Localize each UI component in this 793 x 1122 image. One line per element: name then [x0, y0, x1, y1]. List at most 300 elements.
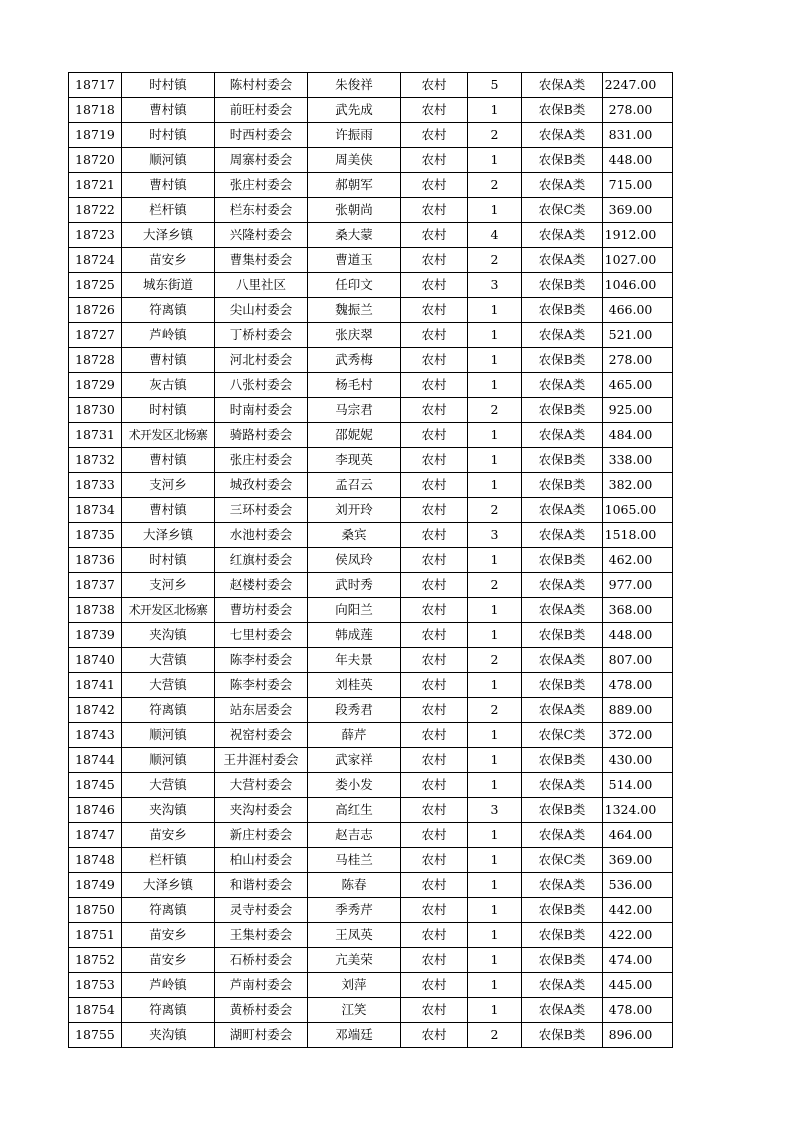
village-cell: 大营村委会 — [215, 773, 308, 798]
record-id-cell: 18722 — [69, 198, 122, 223]
town-cell: 大营镇 — [122, 773, 215, 798]
village-cell: 骑路村委会 — [215, 423, 308, 448]
category-cell: 农保A类 — [522, 998, 603, 1023]
village-cell: 七里村委会 — [215, 623, 308, 648]
town-cell: 时村镇 — [122, 398, 215, 423]
amount-cell: 278.00 — [603, 98, 673, 123]
person-name-cell: 桑宾 — [308, 523, 401, 548]
person-name-cell: 薛芹 — [308, 723, 401, 748]
household-count-cell: 1 — [468, 623, 522, 648]
residence-type-cell: 农村 — [401, 198, 468, 223]
village-cell: 柏山村委会 — [215, 848, 308, 873]
residence-type-cell: 农村 — [401, 598, 468, 623]
town-cell: 栏杆镇 — [122, 848, 215, 873]
household-count-cell: 1 — [468, 148, 522, 173]
table-row — [69, 923, 673, 948]
village-cell: 城孜村委会 — [215, 473, 308, 498]
person-name-cell: 李现英 — [308, 448, 401, 473]
category-cell: 农保A类 — [522, 173, 603, 198]
household-count-cell: 1 — [468, 773, 522, 798]
table-row — [69, 523, 673, 548]
village-cell: 陈李村委会 — [215, 648, 308, 673]
amount-cell: 1046.00 — [603, 273, 673, 298]
person-name-cell: 武秀梅 — [308, 348, 401, 373]
amount-cell: 464.00 — [603, 823, 673, 848]
town-cell: 顺河镇 — [122, 723, 215, 748]
category-cell: 农保C类 — [522, 848, 603, 873]
table-row — [69, 898, 673, 923]
person-name-cell: 桑大蒙 — [308, 223, 401, 248]
amount-cell: 807.00 — [603, 648, 673, 673]
residence-type-cell: 农村 — [401, 973, 468, 998]
village-cell: 水池村委会 — [215, 523, 308, 548]
household-count-cell: 3 — [468, 273, 522, 298]
person-name-cell: 邵妮妮 — [308, 423, 401, 448]
village-cell: 红旗村委会 — [215, 548, 308, 573]
town-cell: 时村镇 — [122, 123, 215, 148]
record-id-cell: 18732 — [69, 448, 122, 473]
residence-type-cell: 农村 — [401, 573, 468, 598]
record-id-cell: 18737 — [69, 573, 122, 598]
amount-cell: 1324.00 — [603, 798, 673, 823]
record-id-cell: 18750 — [69, 898, 122, 923]
table-row — [69, 173, 673, 198]
village-cell: 陈村村委会 — [215, 73, 308, 98]
household-count-cell: 1 — [468, 998, 522, 1023]
table-row — [69, 248, 673, 273]
village-cell: 前旺村委会 — [215, 98, 308, 123]
record-id-cell: 18747 — [69, 823, 122, 848]
person-name-cell: 陈春 — [308, 873, 401, 898]
person-name-cell: 邓端廷 — [308, 1023, 401, 1048]
town-cell: 时村镇 — [122, 73, 215, 98]
amount-cell: 369.00 — [603, 198, 673, 223]
record-id-cell: 18727 — [69, 323, 122, 348]
record-id-cell: 18723 — [69, 223, 122, 248]
person-name-cell: 马桂兰 — [308, 848, 401, 873]
village-cell: 时西村委会 — [215, 123, 308, 148]
table-row — [69, 948, 673, 973]
amount-cell: 382.00 — [603, 473, 673, 498]
town-cell: 曹村镇 — [122, 348, 215, 373]
person-name-cell: 任印文 — [308, 273, 401, 298]
village-cell: 尖山村委会 — [215, 298, 308, 323]
table-row — [69, 798, 673, 823]
category-cell: 农保B类 — [522, 673, 603, 698]
table-row — [69, 823, 673, 848]
household-count-cell: 1 — [468, 298, 522, 323]
residence-type-cell: 农村 — [401, 223, 468, 248]
amount-cell: 278.00 — [603, 348, 673, 373]
record-id-cell: 18724 — [69, 248, 122, 273]
residence-type-cell: 农村 — [401, 148, 468, 173]
village-cell: 栏东村委会 — [215, 198, 308, 223]
category-cell: 农保B类 — [522, 798, 603, 823]
household-count-cell: 2 — [468, 698, 522, 723]
person-name-cell: 娄小发 — [308, 773, 401, 798]
record-id-cell: 18735 — [69, 523, 122, 548]
amount-cell: 521.00 — [603, 323, 673, 348]
table-row — [69, 273, 673, 298]
category-cell: 农保A类 — [522, 698, 603, 723]
village-cell: 张庄村委会 — [215, 173, 308, 198]
household-count-cell: 1 — [468, 823, 522, 848]
record-id-cell: 18726 — [69, 298, 122, 323]
residence-type-cell: 农村 — [401, 348, 468, 373]
person-name-cell: 年夫景 — [308, 648, 401, 673]
person-name-cell: 张朝尚 — [308, 198, 401, 223]
village-cell: 时南村委会 — [215, 398, 308, 423]
town-cell: 符离镇 — [122, 898, 215, 923]
village-cell: 灵寺村委会 — [215, 898, 308, 923]
town-cell: 苗安乡 — [122, 248, 215, 273]
table-row — [69, 548, 673, 573]
town-cell: 苗安乡 — [122, 948, 215, 973]
record-id-cell: 18731 — [69, 423, 122, 448]
residence-type-cell: 农村 — [401, 473, 468, 498]
table-row — [69, 398, 673, 423]
village-cell: 八张村委会 — [215, 373, 308, 398]
record-id-cell: 18751 — [69, 923, 122, 948]
amount-cell: 474.00 — [603, 948, 673, 973]
town-cell: 符离镇 — [122, 298, 215, 323]
table-row — [69, 498, 673, 523]
amount-cell: 1027.00 — [603, 248, 673, 273]
amount-cell: 1912.00 — [603, 223, 673, 248]
town-cell: 大营镇 — [122, 673, 215, 698]
town-cell: 芦岭镇 — [122, 323, 215, 348]
person-name-cell: 杨毛村 — [308, 373, 401, 398]
residence-type-cell: 农村 — [401, 248, 468, 273]
table-row — [69, 223, 673, 248]
residence-type-cell: 农村 — [401, 873, 468, 898]
amount-cell: 925.00 — [603, 398, 673, 423]
amount-cell: 478.00 — [603, 998, 673, 1023]
person-name-cell: 江笑 — [308, 998, 401, 1023]
table-row — [69, 1023, 673, 1048]
person-name-cell: 韩成莲 — [308, 623, 401, 648]
category-cell: 农保A类 — [522, 773, 603, 798]
village-cell: 曹坊村委会 — [215, 598, 308, 623]
category-cell: 农保B类 — [522, 473, 603, 498]
table-row — [69, 623, 673, 648]
town-cell: 大泽乡镇 — [122, 223, 215, 248]
category-cell: 农保B类 — [522, 1023, 603, 1048]
residence-type-cell: 农村 — [401, 773, 468, 798]
category-cell: 农保A类 — [522, 248, 603, 273]
residence-type-cell: 农村 — [401, 648, 468, 673]
household-count-cell: 1 — [468, 723, 522, 748]
amount-cell: 369.00 — [603, 848, 673, 873]
residence-type-cell: 农村 — [401, 123, 468, 148]
person-name-cell: 季秀芹 — [308, 898, 401, 923]
category-cell: 农保A类 — [522, 598, 603, 623]
village-cell: 陈李村委会 — [215, 673, 308, 698]
category-cell: 农保B类 — [522, 148, 603, 173]
category-cell: 农保C类 — [522, 723, 603, 748]
amount-cell: 368.00 — [603, 598, 673, 623]
record-id-cell: 18734 — [69, 498, 122, 523]
category-cell: 农保A类 — [522, 973, 603, 998]
residence-type-cell: 农村 — [401, 548, 468, 573]
category-cell: 农保B类 — [522, 98, 603, 123]
category-cell: 农保B类 — [522, 348, 603, 373]
amount-cell: 536.00 — [603, 873, 673, 898]
household-count-cell: 1 — [468, 848, 522, 873]
record-id-cell: 18753 — [69, 973, 122, 998]
household-count-cell: 1 — [468, 98, 522, 123]
person-name-cell: 王凤英 — [308, 923, 401, 948]
record-id-cell: 18717 — [69, 73, 122, 98]
amount-cell: 484.00 — [603, 423, 673, 448]
household-count-cell: 1 — [468, 673, 522, 698]
town-cell: 灰古镇 — [122, 373, 215, 398]
residence-type-cell: 农村 — [401, 898, 468, 923]
town-cell: 苗安乡 — [122, 823, 215, 848]
town-cell: 曹村镇 — [122, 173, 215, 198]
category-cell: 农保B类 — [522, 923, 603, 948]
residence-type-cell: 农村 — [401, 923, 468, 948]
category-cell: 农保B类 — [522, 623, 603, 648]
household-count-cell: 3 — [468, 798, 522, 823]
record-id-cell: 18719 — [69, 123, 122, 148]
town-cell: 夹沟镇 — [122, 1023, 215, 1048]
town-cell: 大泽乡镇 — [122, 523, 215, 548]
table-row — [69, 148, 673, 173]
category-cell: 农保B类 — [522, 448, 603, 473]
person-name-cell: 马宗君 — [308, 398, 401, 423]
household-count-cell: 2 — [468, 123, 522, 148]
record-id-cell: 18744 — [69, 748, 122, 773]
record-id-cell: 18749 — [69, 873, 122, 898]
amount-cell: 478.00 — [603, 673, 673, 698]
category-cell: 农保A类 — [522, 498, 603, 523]
record-id-cell: 18746 — [69, 798, 122, 823]
town-cell: 大泽乡镇 — [122, 873, 215, 898]
person-name-cell: 郝朝军 — [308, 173, 401, 198]
household-count-cell: 1 — [468, 898, 522, 923]
residence-type-cell: 农村 — [401, 848, 468, 873]
table-row — [69, 473, 673, 498]
record-id-cell: 18728 — [69, 348, 122, 373]
record-id-cell: 18718 — [69, 98, 122, 123]
town-cell: 符离镇 — [122, 998, 215, 1023]
table-row — [69, 448, 673, 473]
residence-type-cell: 农村 — [401, 323, 468, 348]
amount-cell: 889.00 — [603, 698, 673, 723]
table-row — [69, 423, 673, 448]
person-name-cell: 刘开玲 — [308, 498, 401, 523]
household-count-cell: 1 — [468, 323, 522, 348]
town-cell: 时村镇 — [122, 548, 215, 573]
category-cell: 农保A类 — [522, 323, 603, 348]
record-id-cell: 18736 — [69, 548, 122, 573]
household-count-cell: 2 — [468, 398, 522, 423]
person-name-cell: 孟召云 — [308, 473, 401, 498]
village-cell: 祝窑村委会 — [215, 723, 308, 748]
household-count-cell: 2 — [468, 573, 522, 598]
record-id-cell: 18743 — [69, 723, 122, 748]
table-row — [69, 73, 673, 98]
town-cell: 夹沟镇 — [122, 798, 215, 823]
household-count-cell: 1 — [468, 423, 522, 448]
town-cell: 支河乡 — [122, 473, 215, 498]
household-count-cell: 1 — [468, 473, 522, 498]
record-id-cell: 18733 — [69, 473, 122, 498]
category-cell: 农保A类 — [522, 223, 603, 248]
table-row — [69, 748, 673, 773]
data-table — [68, 72, 673, 1048]
person-name-cell: 武家祥 — [308, 748, 401, 773]
residence-type-cell: 农村 — [401, 273, 468, 298]
residence-type-cell: 农村 — [401, 723, 468, 748]
table-row — [69, 323, 673, 348]
amount-cell: 448.00 — [603, 623, 673, 648]
table-row — [69, 873, 673, 898]
record-id-cell: 18755 — [69, 1023, 122, 1048]
residence-type-cell: 农村 — [401, 398, 468, 423]
category-cell: 农保A类 — [522, 573, 603, 598]
town-cell: 顺河镇 — [122, 148, 215, 173]
amount-cell: 445.00 — [603, 973, 673, 998]
village-cell: 曹集村委会 — [215, 248, 308, 273]
person-name-cell: 武先成 — [308, 98, 401, 123]
household-count-cell: 2 — [468, 173, 522, 198]
person-name-cell: 朱俊祥 — [308, 73, 401, 98]
residence-type-cell: 农村 — [401, 173, 468, 198]
residence-type-cell: 农村 — [401, 498, 468, 523]
village-cell: 夹沟村委会 — [215, 798, 308, 823]
residence-type-cell: 农村 — [401, 1023, 468, 1048]
residence-type-cell: 农村 — [401, 448, 468, 473]
table-row — [69, 723, 673, 748]
table-row — [69, 348, 673, 373]
record-id-cell: 18754 — [69, 998, 122, 1023]
amount-cell: 715.00 — [603, 173, 673, 198]
town-cell: 曹村镇 — [122, 448, 215, 473]
person-name-cell: 许振雨 — [308, 123, 401, 148]
table-row — [69, 773, 673, 798]
village-cell: 站东居委会 — [215, 698, 308, 723]
village-cell: 三环村委会 — [215, 498, 308, 523]
table-row — [69, 123, 673, 148]
category-cell: 农保B类 — [522, 298, 603, 323]
category-cell: 农保B类 — [522, 398, 603, 423]
person-name-cell: 武时秀 — [308, 573, 401, 598]
person-name-cell: 向阳兰 — [308, 598, 401, 623]
residence-type-cell: 农村 — [401, 523, 468, 548]
record-id-cell: 18739 — [69, 623, 122, 648]
household-count-cell: 2 — [468, 648, 522, 673]
household-count-cell: 1 — [468, 198, 522, 223]
amount-cell: 372.00 — [603, 723, 673, 748]
household-count-cell: 1 — [468, 948, 522, 973]
village-cell: 黄桥村委会 — [215, 998, 308, 1023]
record-id-cell: 18729 — [69, 373, 122, 398]
table-row — [69, 848, 673, 873]
residence-type-cell: 农村 — [401, 673, 468, 698]
person-name-cell: 段秀君 — [308, 698, 401, 723]
amount-cell: 1065.00 — [603, 498, 673, 523]
amount-cell: 338.00 — [603, 448, 673, 473]
town-cell: 支河乡 — [122, 573, 215, 598]
village-cell: 石桥村委会 — [215, 948, 308, 973]
record-id-cell: 18730 — [69, 398, 122, 423]
residence-type-cell: 农村 — [401, 748, 468, 773]
residence-type-cell: 农村 — [401, 73, 468, 98]
household-count-cell: 1 — [468, 873, 522, 898]
category-cell: 农保A类 — [522, 423, 603, 448]
household-count-cell: 2 — [468, 498, 522, 523]
household-count-cell: 1 — [468, 598, 522, 623]
person-name-cell: 高红生 — [308, 798, 401, 823]
table-row — [69, 98, 673, 123]
record-id-cell: 18745 — [69, 773, 122, 798]
category-cell: 农保A类 — [522, 648, 603, 673]
category-cell: 农保A类 — [522, 823, 603, 848]
table-row — [69, 648, 673, 673]
residence-type-cell: 农村 — [401, 98, 468, 123]
record-id-cell: 18740 — [69, 648, 122, 673]
table-row — [69, 298, 673, 323]
village-cell: 张庄村委会 — [215, 448, 308, 473]
person-name-cell: 赵吉志 — [308, 823, 401, 848]
household-count-cell: 3 — [468, 523, 522, 548]
record-id-cell: 18742 — [69, 698, 122, 723]
household-count-cell: 1 — [468, 348, 522, 373]
village-cell: 河北村委会 — [215, 348, 308, 373]
record-id-cell: 18725 — [69, 273, 122, 298]
amount-cell: 465.00 — [603, 373, 673, 398]
record-id-cell: 18748 — [69, 848, 122, 873]
town-cell: 曹村镇 — [122, 498, 215, 523]
village-cell: 芦南村委会 — [215, 973, 308, 998]
town-cell: 顺河镇 — [122, 748, 215, 773]
amount-cell: 1518.00 — [603, 523, 673, 548]
village-cell: 丁桥村委会 — [215, 323, 308, 348]
town-cell: 术开发区北杨寨 — [122, 423, 215, 448]
category-cell: 农保B类 — [522, 948, 603, 973]
amount-cell: 466.00 — [603, 298, 673, 323]
amount-cell: 442.00 — [603, 898, 673, 923]
household-count-cell: 1 — [468, 448, 522, 473]
village-cell: 王井涯村委会 — [215, 748, 308, 773]
category-cell: 农保B类 — [522, 748, 603, 773]
person-name-cell: 刘桂英 — [308, 673, 401, 698]
amount-cell: 462.00 — [603, 548, 673, 573]
village-cell: 赵楼村委会 — [215, 573, 308, 598]
amount-cell: 2247.00 — [603, 73, 673, 98]
amount-cell: 896.00 — [603, 1023, 673, 1048]
residence-type-cell: 农村 — [401, 623, 468, 648]
household-count-cell: 2 — [468, 248, 522, 273]
table-row — [69, 373, 673, 398]
town-cell: 曹村镇 — [122, 98, 215, 123]
residence-type-cell: 农村 — [401, 373, 468, 398]
town-cell: 符离镇 — [122, 698, 215, 723]
village-cell: 周寨村委会 — [215, 148, 308, 173]
person-name-cell: 刘萍 — [308, 973, 401, 998]
residence-type-cell: 农村 — [401, 798, 468, 823]
household-count-cell: 1 — [468, 548, 522, 573]
town-cell: 城东街道 — [122, 273, 215, 298]
village-cell: 新庄村委会 — [215, 823, 308, 848]
amount-cell: 977.00 — [603, 573, 673, 598]
record-id-cell: 18752 — [69, 948, 122, 973]
amount-cell: 430.00 — [603, 748, 673, 773]
residence-type-cell: 农村 — [401, 823, 468, 848]
table-body — [69, 73, 673, 1048]
